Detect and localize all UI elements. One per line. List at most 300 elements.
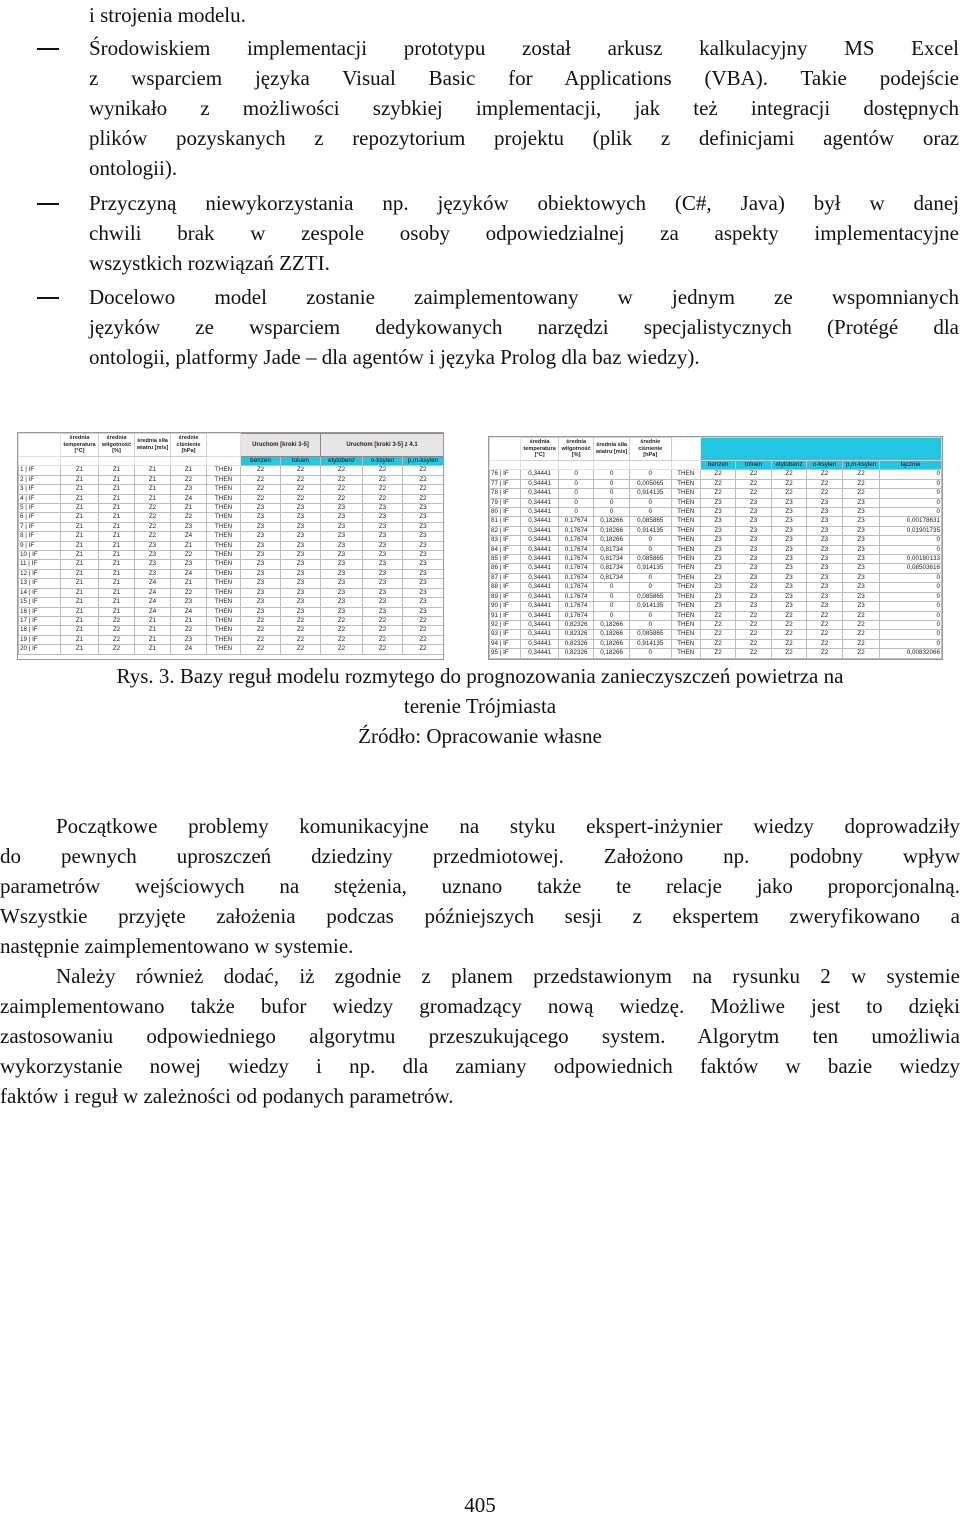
paragraph-2-line-2: zaimplementowano także bufor wiedzy gromadzący nową wiedzę. Możliwe jest to dzięki (0, 994, 960, 1018)
table-row (490, 508, 942, 517)
table-cell: 0,81734 (594, 545, 629, 554)
table-cell: 0 (880, 545, 942, 554)
table-cell: THEN (671, 489, 700, 498)
table-cell: 0,34441 (521, 517, 559, 526)
table-cell: Z1 (135, 466, 171, 475)
table-cell: 80 | IF (490, 508, 521, 517)
table-cell: Z3 (842, 583, 880, 592)
table-cell: 91 | IF (490, 611, 521, 620)
table-cell: Z2 (135, 532, 171, 541)
table-cell: THEN (671, 498, 700, 507)
table-cell: Z3 (700, 526, 735, 535)
table-row (490, 498, 942, 507)
table-cell: Z2 (807, 489, 842, 498)
header-humidity: średnia wilgotność [%] (99, 434, 135, 457)
table-cell: Z3 (363, 607, 403, 616)
table-cell: THEN (671, 602, 700, 611)
table-cell: Z3 (321, 504, 363, 513)
table-cell: Z3 (807, 526, 842, 535)
table-cell: Z3 (700, 592, 735, 601)
table-cell: 0,00178631 (880, 517, 942, 526)
table-cell: Z3 (171, 560, 207, 569)
paragraph-1-line-5: następnie zaimplementowano w systemie. (0, 934, 354, 958)
table-cell: Z2 (281, 635, 321, 644)
table-cell: THEN (671, 630, 700, 639)
table-cell: THEN (671, 508, 700, 517)
table-cell: 0,17674 (558, 602, 593, 611)
table-cell: Z1 (61, 494, 99, 503)
table-cell: 0,00180133 (880, 555, 942, 564)
table-cell: Z2 (403, 626, 444, 635)
table-cell: Z3 (700, 564, 735, 573)
table-cell: Z3 (363, 551, 403, 560)
table-cell: Z2 (321, 485, 363, 494)
table-cell: Z3 (281, 504, 321, 513)
table-cell: Z3 (241, 532, 281, 541)
table-cell: Z3 (771, 583, 806, 592)
table-row (19, 504, 444, 513)
table-cell: Z1 (99, 522, 135, 531)
table-cell: Z3 (700, 555, 735, 564)
table-cell: 19 | IF (19, 635, 61, 644)
table-cell: Z2 (771, 639, 806, 648)
table-cell: 83 | IF (490, 536, 521, 545)
table-cell: Z2 (321, 635, 363, 644)
table-cell: 0,17674 (558, 611, 593, 620)
table-cell: Z3 (842, 498, 880, 507)
table-cell: Z3 (736, 517, 771, 526)
table-cell: Z1 (61, 569, 99, 578)
table-cell: Z1 (61, 504, 99, 513)
table-cell: Z3 (321, 579, 363, 588)
table-cell: Z2 (736, 649, 771, 658)
table-cell: Z3 (281, 522, 321, 531)
page-number: 405 (464, 1493, 496, 1517)
table-cell: 0 (880, 573, 942, 582)
table-cell: Z3 (281, 532, 321, 541)
figure-caption: Rys. 3. Bazy reguł modelu rozmytego do prognozowania zanieczyszczeń powietrza na (116, 664, 844, 688)
table-cell: 0 (629, 649, 671, 658)
table-cell: 0,17674 (558, 536, 593, 545)
table-cell: Z3 (771, 555, 806, 564)
table-cell: Z2 (171, 513, 207, 522)
table-cell: 0,18266 (594, 620, 629, 629)
table-cell: Z2 (403, 485, 444, 494)
table-cell: Z3 (842, 573, 880, 582)
paragraph-1-line-1: Początkowe problemy komunikacyjne na styku ekspert-inżynier wiedzy doprowadziły (56, 814, 960, 838)
table-cell: Z3 (736, 555, 771, 564)
table-cell: Z1 (135, 494, 171, 503)
table-cell: Z3 (736, 573, 771, 582)
table-cell: Z3 (403, 579, 444, 588)
table-cell: 0 (880, 639, 942, 648)
table-cell: Z1 (99, 588, 135, 597)
table-cell: Z2 (241, 485, 281, 494)
table-row (19, 485, 444, 494)
table-cell: Z3 (281, 598, 321, 607)
table-cell: Z2 (99, 645, 135, 654)
table-cell: THEN (671, 536, 700, 545)
table-cell: 0,34441 (521, 639, 559, 648)
table-cell: 86 | IF (490, 564, 521, 573)
table-cell: Z3 (363, 522, 403, 531)
table-row (490, 649, 942, 658)
table-cell: 0 (880, 611, 942, 620)
table-cell: THEN (207, 569, 241, 578)
table-row (490, 479, 942, 488)
table-cell: Z2 (771, 479, 806, 488)
table-cell: THEN (207, 588, 241, 597)
table-cell: Z1 (61, 551, 99, 560)
table-cell: 0 (629, 498, 671, 507)
table-cell: Z3 (403, 504, 444, 513)
table-cell: Z3 (403, 569, 444, 578)
table-cell: Z3 (807, 592, 842, 601)
table-cell: THEN (207, 532, 241, 541)
table-cell: Z3 (241, 541, 281, 550)
table-cell: Z2 (842, 639, 880, 648)
table-cell: Z2 (403, 494, 444, 503)
table-cell: Z4 (171, 607, 207, 616)
table-cell: THEN (207, 560, 241, 569)
table-cell: Z3 (700, 508, 735, 517)
table-cell: Z3 (807, 536, 842, 545)
table-cell: Z3 (241, 607, 281, 616)
table-cell: 0,17674 (558, 555, 593, 564)
table-cell: 0 (880, 630, 942, 639)
bullet-1-line-5: ontologii). (89, 156, 178, 180)
table-cell: Z3 (842, 545, 880, 554)
table-cell: Z1 (135, 616, 171, 625)
table-cell: Z2 (771, 611, 806, 620)
table-cell: Z2 (700, 630, 735, 639)
table-cell: Z1 (61, 598, 99, 607)
table-cell: Z1 (135, 635, 171, 644)
table-cell: THEN (671, 545, 700, 554)
run-button[interactable]: Uruchom [kroki 3-5] (241, 434, 321, 457)
table-cell: Z3 (281, 541, 321, 550)
table-cell: 0 (880, 536, 942, 545)
table-cell: Z3 (807, 555, 842, 564)
table-cell: Z1 (99, 494, 135, 503)
table-cell: Z3 (241, 522, 281, 531)
table-row (19, 607, 444, 616)
table-cell: Z2 (700, 649, 735, 658)
table-row (490, 545, 942, 554)
table-cell: Z3 (281, 588, 321, 597)
table-cell: 0 (558, 470, 593, 479)
table-cell: Z3 (736, 592, 771, 601)
table-cell: 84 | IF (490, 545, 521, 554)
table-cell: THEN (207, 616, 241, 625)
table-cell: THEN (207, 475, 241, 484)
table-cell: Z2 (241, 475, 281, 484)
table-cell: THEN (671, 592, 700, 601)
table-cell: Z3 (700, 498, 735, 507)
table-cell: Z1 (61, 635, 99, 644)
table-cell: 0,18266 (594, 536, 629, 545)
table-cell: Z2 (363, 626, 403, 635)
table-cell: Z1 (135, 645, 171, 654)
table-cell: Z2 (403, 645, 444, 654)
paragraph-2-line-4: wykorzystanie nowej wiedzy i np. dla zamiany odpowiednich faktów w bazie wiedzy (0, 1054, 960, 1078)
table-cell: Z2 (700, 611, 735, 620)
table-cell: Z1 (61, 626, 99, 635)
table-cell: Z3 (363, 541, 403, 550)
table-cell: THEN (671, 526, 700, 535)
table-cell: 0,81734 (594, 573, 629, 582)
table-cell: Z2 (807, 479, 842, 488)
table-cell: Z2 (99, 626, 135, 635)
table-cell: Z3 (363, 569, 403, 578)
table-cell: Z2 (135, 522, 171, 531)
table-cell: Z3 (842, 592, 880, 601)
table-cell: 81 | IF (490, 517, 521, 526)
table-cell: 0 (629, 470, 671, 479)
table-cell: Z1 (99, 569, 135, 578)
table-row (19, 494, 444, 503)
table-cell: Z3 (736, 545, 771, 554)
table-cell: 0,34441 (521, 649, 559, 658)
table-cell: 0,914135 (629, 526, 671, 535)
table-cell: Z3 (321, 541, 363, 550)
table-cell: Z1 (99, 513, 135, 522)
table-cell: Z3 (771, 498, 806, 507)
table-cell: Z2 (171, 626, 207, 635)
table-cell: Z3 (736, 508, 771, 517)
table-row (19, 588, 444, 597)
table-cell: Z1 (61, 513, 99, 522)
table-cell: Z3 (281, 551, 321, 560)
table-cell: THEN (671, 564, 700, 573)
table-cell: 0 (558, 498, 593, 507)
table-cell: Z1 (99, 504, 135, 513)
table-cell: Z2 (700, 489, 735, 498)
table-cell: THEN (207, 645, 241, 654)
table-cell: THEN (671, 649, 700, 658)
table-cell: Z2 (736, 489, 771, 498)
table-cell: Z3 (700, 573, 735, 582)
table-cell: 0,34441 (521, 602, 559, 611)
table-cell: 0,08503616 (880, 564, 942, 573)
table-row (490, 526, 942, 535)
table-cell: 0 (629, 583, 671, 592)
table-cell: 0,18266 (594, 639, 629, 648)
table-cell: Z2 (403, 475, 444, 484)
right-rule-rows (490, 470, 942, 658)
table-cell: Z1 (99, 607, 135, 616)
table-cell: Z1 (61, 475, 99, 484)
table-row (19, 513, 444, 522)
table-cell: 0,085865 (629, 517, 671, 526)
table-cell: 0 (558, 508, 593, 517)
table-cell: 0,18266 (594, 526, 629, 535)
bullet-2-line-1: Przyczyną niewykorzystania np. języków obiektowych (C#, Java) był w danej (89, 191, 959, 215)
table-cell: 0,34441 (521, 592, 559, 601)
table-cell: Z2 (321, 466, 363, 475)
table-cell: 2 | IF (19, 475, 61, 484)
table-cell: Z3 (403, 532, 444, 541)
table-cell: THEN (207, 466, 241, 475)
table-cell: Z2 (700, 620, 735, 629)
paragraph-2-line-5: faktów i reguł w zależności od podanych parametrów. (0, 1084, 454, 1108)
table-cell: Z3 (403, 541, 444, 550)
table-row (490, 611, 942, 620)
table-cell: Z3 (135, 541, 171, 550)
table-cell: THEN (207, 551, 241, 560)
table-cell: Z1 (61, 485, 99, 494)
table-cell: Z3 (403, 513, 444, 522)
table-cell: 0 (558, 489, 593, 498)
table-cell: 0,18266 (594, 649, 629, 658)
table-cell: Z3 (736, 536, 771, 545)
table-cell: Z2 (281, 466, 321, 475)
table-row (19, 475, 444, 484)
output-o-ksylen: o-ksylen (363, 457, 403, 466)
paragraph-1-line-4: Wszystkie przyjęte założenia podczas późniejszych sesji z ekspertem zweryfikowano a (0, 904, 960, 928)
table-cell: 0,34441 (521, 479, 559, 488)
table-cell: 14 | IF (19, 588, 61, 597)
table-cell: Z3 (771, 592, 806, 601)
table-cell: Z3 (807, 517, 842, 526)
bullet-3-line-3: ontologii, platformy Jade – dla agentów i języka Prolog dla baz wiedzy). (89, 345, 700, 369)
table-cell: 0 (594, 602, 629, 611)
table-cell: 0,18266 (594, 630, 629, 639)
table-cell: Z3 (807, 508, 842, 517)
table-cell: Z1 (61, 541, 99, 550)
table-cell: 0 (594, 498, 629, 507)
table-cell: Z3 (807, 564, 842, 573)
table-cell: 0 (594, 470, 629, 479)
output-o-ksylen: o-ksylen (807, 461, 842, 470)
table-cell: 0,34441 (521, 470, 559, 479)
output-benzen: benzen (700, 461, 735, 470)
bullet-dash (37, 297, 59, 299)
table-cell: 0,085865 (629, 592, 671, 601)
table-row (490, 630, 942, 639)
table-cell: Z1 (99, 485, 135, 494)
table-cell: 0,34441 (521, 630, 559, 639)
paragraph-1-line-2: do pewnych uproszczeń dziedziny przedmiotowej. Założono np. podobny wpływ (0, 844, 960, 868)
bullet-1-line-1: Środowiskiem implementacji prototypu został arkusz kalkulacyjny MS Excel (89, 36, 959, 60)
table-row (19, 579, 444, 588)
header-temperature: średnia temperatura [°C] (521, 438, 559, 461)
table-cell: Z1 (135, 626, 171, 635)
table-cell: Z1 (135, 485, 171, 494)
table-cell: Z3 (700, 545, 735, 554)
table-cell: 0,17674 (558, 592, 593, 601)
table-cell: 17 | IF (19, 616, 61, 625)
table-row (490, 602, 942, 611)
table-cell: 0,82326 (558, 630, 593, 639)
table-cell: Z4 (171, 494, 207, 503)
table-cell: 20 | IF (19, 645, 61, 654)
table-cell: Z3 (771, 526, 806, 535)
table-cell: Z3 (842, 526, 880, 535)
table-cell: 6 | IF (19, 513, 61, 522)
table-cell: Z2 (241, 616, 281, 625)
table-cell: Z1 (99, 475, 135, 484)
table-cell: Z1 (61, 560, 99, 569)
table-cell: 0,34441 (521, 536, 559, 545)
table-cell: 0 (594, 592, 629, 601)
table-cell: 0 (594, 611, 629, 620)
table-cell: 0,914135 (629, 564, 671, 573)
table-cell: 0 (558, 479, 593, 488)
table-row (490, 470, 942, 479)
table-cell: Z2 (363, 494, 403, 503)
table-cell: Z3 (321, 569, 363, 578)
table-cell: Z2 (807, 470, 842, 479)
table-row (19, 645, 444, 654)
run-button-41[interactable]: Uruchom [kroki 3-5] z 4.1 (321, 434, 444, 457)
table-cell: Z2 (842, 630, 880, 639)
table-row (490, 639, 942, 648)
table-cell: THEN (207, 626, 241, 635)
table-cell: Z2 (281, 645, 321, 654)
table-cell: Z4 (135, 579, 171, 588)
table-cell: Z2 (321, 616, 363, 625)
table-cell: Z2 (321, 645, 363, 654)
table-row (490, 564, 942, 573)
table-cell: 0,34441 (521, 564, 559, 573)
table-cell: 9 | IF (19, 541, 61, 550)
table-cell: Z2 (321, 475, 363, 484)
table-cell: Z2 (807, 620, 842, 629)
table-cell: 11 | IF (19, 560, 61, 569)
table-cell: Z1 (171, 541, 207, 550)
table-cell: Z1 (171, 466, 207, 475)
continued-line: i strojenia modelu. (89, 3, 246, 27)
table-cell: Z2 (842, 620, 880, 629)
table-cell: Z2 (403, 635, 444, 644)
table-cell: Z2 (241, 635, 281, 644)
table-cell: Z3 (241, 569, 281, 578)
table-row (490, 620, 942, 629)
table-cell: 0,34441 (521, 508, 559, 517)
table-cell: 3 | IF (19, 485, 61, 494)
table-cell: Z2 (241, 494, 281, 503)
table-row (490, 573, 942, 582)
table-cell: Z1 (171, 504, 207, 513)
table-cell: Z1 (61, 532, 99, 541)
table-cell: Z1 (61, 616, 99, 625)
table-cell: THEN (671, 517, 700, 526)
table-cell: Z2 (363, 466, 403, 475)
table-cell: Z3 (807, 545, 842, 554)
table-cell: Z1 (61, 466, 99, 475)
table-cell: 0,005065 (629, 479, 671, 488)
table-cell: Z2 (171, 475, 207, 484)
table-cell: Z4 (171, 645, 207, 654)
table-cell: Z1 (99, 532, 135, 541)
paragraph-2-line-3: zastosowaniu odpowiedniego algorytmu przeszukującego system. Algorytm ten umożliwia (0, 1024, 960, 1048)
table-cell: Z3 (842, 536, 880, 545)
table-cell: Z2 (842, 649, 880, 658)
table-cell: Z3 (807, 498, 842, 507)
table-cell: Z3 (135, 560, 171, 569)
table-cell: Z3 (321, 607, 363, 616)
table-cell: 94 | IF (490, 639, 521, 648)
table-cell: Z2 (363, 475, 403, 484)
table-cell: Z1 (99, 541, 135, 550)
table-cell: 0,17674 (558, 583, 593, 592)
output-etylobenz: etylobenz (321, 457, 363, 466)
table-cell: 0 (629, 545, 671, 554)
table-cell: THEN (207, 513, 241, 522)
rule-table-left (18, 433, 444, 655)
table-cell: Z3 (403, 588, 444, 597)
